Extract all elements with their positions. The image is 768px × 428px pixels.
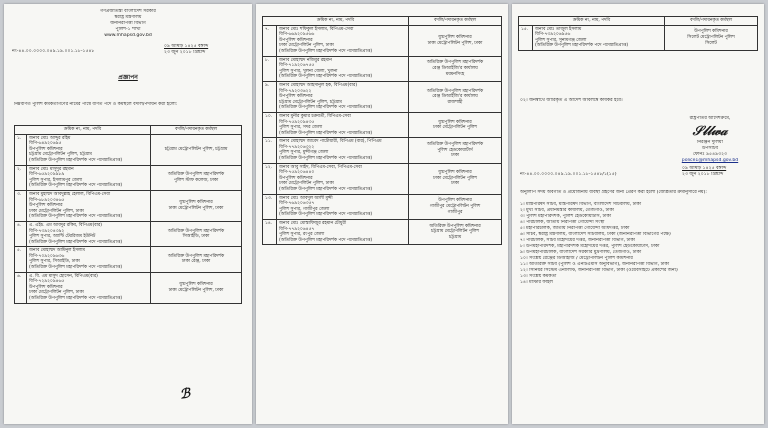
col-header-post: বদলি/পদায়নকৃত কর্মস্থল xyxy=(409,17,502,26)
promotion-note: (অতিরিক্ত উপপুলিশ মহাপরিদর্শক পদে পদোন্নতিপ্রাপ্ত) xyxy=(29,214,123,220)
posting-line: উপপুলিশ কমিশনার xyxy=(694,29,728,35)
table-row xyxy=(263,138,502,163)
order-effective-line: ০২। জনস্বার্থে জারিকৃত এ আদেশ অবিলম্বে কার্যকর হবে। xyxy=(520,98,623,103)
officer-line: বিপি-৭১৯২০৬৭৫৫ xyxy=(279,63,315,69)
posting-details xyxy=(409,220,502,245)
row-serial: ৫. xyxy=(15,247,27,272)
row-serial: ১৪. xyxy=(263,220,277,245)
transfer-table xyxy=(14,125,242,304)
posting-line: ঢাকা মেট্রোপলিটন পুলিশ, ঢাকা xyxy=(168,205,224,211)
officer-line: বিপি-৭২৯২০৯৪৬৫ xyxy=(29,279,65,285)
officer-line: উপপুলিশ কমিশনার xyxy=(279,175,313,181)
posting-line: অতিরিক্ত উপপুলিশ মহাপরিদর্শক xyxy=(167,228,225,234)
officer-details xyxy=(277,81,409,112)
posting-line: ঢাকা xyxy=(450,181,460,187)
officer-line: চট্টগ্রাম মেট্রোপলিটন পুলিশ, চট্টগ্রাম xyxy=(29,152,92,158)
promotion-note: (অতিরিক্ত উপপুলিশ মহাপরিদর্শক পদে পদোন্নতিপ্রাপ্ত) xyxy=(279,156,373,162)
promotion-note: (অতিরিক্ত উপপুলিশ মহাপরিদর্শক পদে পদোন্নতিপ্রাপ্ত) xyxy=(29,239,123,245)
officer-line: উপপুলিশ কমিশনার xyxy=(279,37,313,43)
officer-details xyxy=(277,163,409,194)
row-serial: ১২. xyxy=(263,163,277,194)
officer-line: পুলিশ সুপার, সিআইডি, ঢাকা xyxy=(29,259,80,265)
memo-number: নং-৪৪.০০.০০০০.০৪৯.১৯.০০১.১৮-১৫৪৮ xyxy=(12,49,95,54)
posting-line: অতিরিক্ত উপপুলিশ কমিশনার xyxy=(429,223,481,229)
officer-line: জনাব মোঃ শফিকুল ইসলাম, বিপিএম-সেবা xyxy=(279,26,354,32)
posting-line: সিআইডি, ঢাকা xyxy=(182,234,210,240)
posting-line: সিলেট মেট্রোপলিটন পুলিশ xyxy=(687,34,735,40)
officer-line: পুলিশ সুপার, সদর জেলা xyxy=(279,125,323,131)
col-header-post: বদলি/পদায়নকৃত কর্মস্থল xyxy=(151,126,242,135)
officer-details xyxy=(27,272,151,303)
document-heading: প্রজ্ঞাপন xyxy=(118,74,138,81)
officer-details xyxy=(27,247,151,272)
document-page-1 xyxy=(4,4,252,424)
table-row xyxy=(15,247,242,272)
officer-line: উপপুলিশ কমিশনার xyxy=(29,284,63,290)
posting-details xyxy=(409,138,502,163)
promotion-note: (অতিরিক্ত উপপুলিশ মহাপরিদর্শক পদে পদোন্নতিপ্রাপ্ত) xyxy=(279,105,373,111)
officer-details xyxy=(27,165,151,190)
letterhead-line: স্বরাষ্ট্র মন্ত্রণালয় xyxy=(114,15,142,20)
posting-line: ময়মনসিংহ xyxy=(445,71,465,77)
officer-line: বিপি-৭৫৯২০৬৪৪০ xyxy=(279,170,315,176)
officer-line: পুলিশ সুপার, মুন্সীগঞ্জ জেলা xyxy=(279,150,329,156)
officer-line: জনাব মোঃ মোস্তাফিজুর রহমান চৌধুরী xyxy=(279,221,347,226)
letterhead-line: জননিরাপত্তা বিভাগ xyxy=(110,21,146,26)
posting-line: অতিরিক্ত উপপুলিশ মহাপরিদর্শক xyxy=(167,172,225,178)
posting-line: যুগ্মপুলিশ কমিশনার xyxy=(438,119,472,125)
copy-item: ৫। মহাপরিচালক, জাতীয় নিরাপত্তা গোয়েন্দা অধিদপ্তর, ঢাকা xyxy=(520,226,630,231)
transfer-table-continued xyxy=(262,16,502,245)
posting-line: অতিরিক্ত উপপুলিশ মহাপরিদর্শক xyxy=(426,142,484,148)
officer-line: জনাব মোহাম্মদ নজিবুর রহমান xyxy=(279,57,332,63)
officer-line: বিপি-৭৭৯২০৬৪৫৭ xyxy=(279,226,315,232)
posting-line: ঢাকা মেট্রোপলিটন পুলিশ xyxy=(433,175,477,181)
col-header-post: বদলি/পদায়নকৃত কর্মস্থল xyxy=(665,17,758,26)
table-row xyxy=(15,165,242,190)
promotion-note: (অতিরিক্ত উপপুলিশ মহাপরিদর্শক পদে পদোন্নতিপ্রাপ্ত) xyxy=(279,187,373,193)
officer-line: বিপি-৭৯২০৩৬২২ xyxy=(279,88,312,94)
transfer-table-end xyxy=(518,16,758,51)
copy-item: ১। মন্ত্রিপরিষদ সচিব, মন্ত্রিপরিষদ বিভাগ, বাংলাদেশ সচিবালয়, ঢাকা xyxy=(520,202,642,207)
signer-designation: উপসচিব xyxy=(701,146,719,151)
posting-line: রাজশাহী xyxy=(447,99,463,105)
officer-line: উপপুলিশ কমিশনার xyxy=(279,94,313,100)
posting-details xyxy=(665,25,758,50)
promotion-note: (অতিরিক্ত উপপুলিশ মহাপরিদর্শক পদে পদোন্নতিপ্রাপ্ত) xyxy=(279,212,373,218)
posting-line: অতিরিক্ত উপপুলিশ মহাপরিদর্শক xyxy=(426,60,484,66)
officer-line: জনাব মোঃ আবদুল আলী মুন্সী xyxy=(279,195,333,201)
intro-text: নিম্নবর্ণিত পুলিশ কর্মকর্তাগণের নামের পার্শ্বে বর্ণিত পদে ও কর্মস্থলে বদলি/পদায়ন করা হলো: xyxy=(14,102,178,107)
posting-line: পুলিশ স্টাফ কলেজ, ঢাকা xyxy=(173,177,219,183)
copy-item: ৬। সচিব, স্বরাষ্ট্র মন্ত্রণালয়, বাংলাদেশ সচিবালয়, ঢাকা (জননিরাপত্তা বিভাগের পক্ষে) xyxy=(520,232,671,237)
copy-item: ১০। সংশ্লিষ্ট রেঞ্জের ডিআইজি / মেট্রোপলিটন পুলিশ কমিশনার xyxy=(520,256,633,261)
copy-memo-date xyxy=(682,166,752,178)
posting-line: ঢাকা মেট্রোপলিটন পুলিশ, ঢাকা xyxy=(427,40,483,46)
posting-line: চট্টগ্রাম xyxy=(448,234,462,240)
officer-line: ঢাকা মেট্রোপলিটন পুলিশ, ঢাকা xyxy=(29,290,84,296)
posting-line: গাজীপুর xyxy=(447,209,463,215)
table-row xyxy=(263,194,502,219)
copy-item: ৯। উপমহাপরিচালক, বাংলাদেশ সরকারি মুদ্রণালয়, তেজগাঁও, ঢাকা xyxy=(520,250,642,255)
table-row xyxy=(263,81,502,112)
document-page-3 xyxy=(512,4,764,424)
copy-item: ৮। উপমহাপরিদর্শক, মহাপরিদর্শক মহোদয়ের দপ্তর, পুলিশ হেডকোয়ার্টার্স, ঢাকা xyxy=(520,244,660,249)
row-serial: ৮. xyxy=(263,56,277,81)
promotion-note: (অতিরিক্ত উপপুলিশ মহাপরিদর্শক পদে পদোন্নতিপ্রাপ্ত) xyxy=(535,43,629,49)
officer-details xyxy=(277,194,409,219)
officer-line: জনাব মোঃ আব্দুর রহিম xyxy=(29,135,71,141)
row-serial: ১৩. xyxy=(263,194,277,219)
copy-item: ২। মুখ্য সচিব, প্রধানমন্ত্রীর কার্যালয়, তেজগাঁও, ঢাকা xyxy=(520,208,614,213)
posting-line: ঢাকা রেঞ্জ, ঢাকা xyxy=(181,259,211,265)
officer-line: বিপি-৭৫৯২০৯৪৩৫ xyxy=(279,119,315,125)
officer-details xyxy=(277,112,409,137)
row-serial: ৭. xyxy=(263,25,277,56)
table-row xyxy=(263,163,502,194)
officer-line: বিপি-৬৫৯২০৯৯৮৯ xyxy=(29,172,65,178)
table-row xyxy=(263,220,502,245)
posting-line: রেঞ্জ ডিআইজি'র কার্যালয় xyxy=(432,94,478,100)
posting-line: যুগ্মপুলিশ কমিশনার xyxy=(438,34,472,40)
copy-item: ১২। সিনিয়র সিস্টেম এনালিস্ট, জননিরাপত্তা বিভাগ, ঢাকা (ওয়েবসাইটে প্রকাশের জন্য) xyxy=(520,268,678,273)
by-order-line: রাষ্ট্রপতির আদেশক্রমে, xyxy=(689,116,731,121)
row-serial: ১১. xyxy=(263,138,277,163)
officer-line: পুলিশ সুপার, অ্যান্টি টেররিজম ইউনিট xyxy=(29,234,96,240)
signer-phone: ফোনঃ ৯৫৪৯৩২৩ xyxy=(692,152,728,157)
signature-block xyxy=(662,116,758,164)
officer-line: জনাব মুহাম্মদ আবদুল্লাহ হেলাল, বিপিএম-সেবা xyxy=(29,191,111,197)
posting-details xyxy=(409,25,502,56)
officer-line: বিপি-৬৪৯২০৬৯৫ xyxy=(29,141,62,147)
posting-line: যুগ্মপুলিশ কমিশনার xyxy=(438,170,472,176)
row-serial: ১৫. xyxy=(519,25,533,50)
promotion-note: (অতিরিক্ত উপপুলিশ মহাপরিদর্শক পদে পদোন্নতিপ্রাপ্ত) xyxy=(279,130,373,136)
promotion-note: (অতিরিক্ত উপপুলিশ মহাপরিদর্শক পদে পদোন্নতিপ্রাপ্ত) xyxy=(279,74,373,80)
posting-line: চট্টগ্রাম মেট্রোপলিটন পুলিশ, চট্টগ্রাম xyxy=(164,146,228,152)
row-serial: ৪. xyxy=(15,221,27,246)
posting-line: রেঞ্জ ডিআইজি'র কার্যালয় xyxy=(432,65,478,71)
posting-line: অতিরিক্ত উপপুলিশ মহাপরিদর্শক xyxy=(167,253,225,259)
posting-line: চট্টগ্রাম মেট্রোপলিটন পুলিশ xyxy=(431,229,479,235)
signature-mark: 𝒮𝓁𝓁𝓌𝒶 xyxy=(692,124,728,139)
posting-line: সিলেট xyxy=(705,40,717,46)
officer-line: বিপি-৭৩৯২০৪৩৯২ xyxy=(29,228,65,234)
letterhead xyxy=(10,9,246,39)
copy-item: ১৩। সংশ্লিষ্ট কর্মকর্তা xyxy=(520,274,557,279)
officer-line: ঢাকা মেট্রোপলিটন পুলিশ, ঢাকা xyxy=(279,43,334,49)
signer-email[interactable]: police1@mhapsd.gov.bd xyxy=(681,158,739,163)
copy-item: ৭। পরিচালক, সচিব মহোদয়ের দপ্তর, জননিরাপত্তা বিভাগ, ঢাকা xyxy=(520,238,635,243)
date-bangla: ০৯ আষাঢ় ১৪২৫ বঙ্গাব্দ xyxy=(164,44,209,49)
row-serial: ১০. xyxy=(263,112,277,137)
date-english: ২৩ জুন ২০১৮ খ্রিষ্টাব্দ xyxy=(164,50,206,55)
row-serial: ১. xyxy=(15,134,27,165)
posting-line: পুলিশ হেডকোয়ার্টার্স xyxy=(437,147,473,153)
officer-line: পুলিশ সুপার, গাজীপুর জেলা xyxy=(279,206,330,212)
officer-line: ঢাকা মেট্রোপলিটন পুলিশ, ঢাকা xyxy=(279,181,334,187)
col-header-name: ক্রমিক নং, নাম, পদবি xyxy=(15,126,151,135)
posting-line: ঢাকা মেট্রোপলিটন পুলিশ, ঢাকা xyxy=(168,287,224,293)
officer-line: জনাব মোহাম্মদ আমিনুল ইসলাম xyxy=(29,248,85,254)
table-row xyxy=(15,221,242,246)
promotion-note: (অতিরিক্ত উপপুলিশ মহাপরিদর্শক পদে পদোন্নতিপ্রাপ্ত) xyxy=(29,296,123,302)
officer-details xyxy=(277,25,409,56)
signature-mark: ℬ xyxy=(178,386,192,403)
posting-line: উপপুলিশ কমিশনার xyxy=(438,198,472,204)
table-row xyxy=(263,56,502,81)
officer-line: জনাব আবু সাইদ, বিপিএম-সেবা, পিপিএম-সেবা xyxy=(279,164,362,170)
date-bangla: ০৯ আষাঢ় ১৪২৫ বঙ্গাব্দ xyxy=(682,166,727,171)
officer-details xyxy=(27,190,151,221)
copy-item: ৩। পুলিশ মহাপরিদর্শক, পুলিশ হেডকোয়ার্টার্স, ঢাকা xyxy=(520,214,612,219)
officer-line: উপপুলিশ কমিশনার xyxy=(29,203,63,209)
signer-name: নিরঞ্জন দুলিয়া xyxy=(697,140,723,145)
officer-details xyxy=(533,25,665,50)
row-serial: ৯. xyxy=(263,81,277,112)
officer-line: বিপি-৭৬৯২০৬৩৫৭ xyxy=(279,201,315,207)
officer-line: পুলিশ সুপার, সুনামগঞ্জ জেলা xyxy=(535,37,587,43)
officer-line: পুলিশ সুপার, ইসলামপুর জেলা xyxy=(29,177,83,183)
table-row xyxy=(263,112,502,137)
letterhead-line: পুলিশ-১ শাখা xyxy=(115,27,141,32)
letterhead-line: গণপ্রজাতন্ত্রী বাংলাদেশ সরকার xyxy=(100,9,156,14)
posting-details xyxy=(151,272,242,303)
promotion-note: (অতিরিক্ত উপপুলিশ মহাপরিদর্শক পদে পদোন্নতিপ্রাপ্ত) xyxy=(279,48,373,54)
officer-line: পুলিশ সুপার, রংপুর জেলা xyxy=(279,232,325,238)
col-header-name: ক্রমিক নং, নাম, পদবি xyxy=(519,17,665,26)
posting-details xyxy=(409,56,502,81)
row-serial: ৬. xyxy=(15,272,27,303)
officer-line: এ. বি. এম মাসুদ হোসেন, বিপিএম(বার) xyxy=(29,273,98,279)
posting-line: যুগ্মপুলিশ কমিশনার xyxy=(179,282,213,288)
row-serial: ২. xyxy=(15,165,27,190)
posting-line: যুগ্মপুলিশ কমিশনার xyxy=(179,200,213,206)
letterhead-website: www.mhapsd.gov.bd xyxy=(104,33,152,38)
officer-details xyxy=(277,220,409,245)
copy-item: ১১। অতিরিক্ত সচিব (পুলিশ ও এনটিএমসি অনুবিভাগ), জননিরাপত্তা বিভাগ, ঢাকা xyxy=(520,262,670,267)
posting-details xyxy=(151,221,242,246)
copy-item: ১৪। মাস্টার ফাইল xyxy=(520,280,553,285)
table-row xyxy=(15,190,242,221)
officer-line: চট্টগ্রাম মেট্রোপলিটন পুলিশ, চট্টগ্রাম xyxy=(279,99,342,105)
promotion-note: (অতিরিক্ত উপপুলিশ মহাপরিদর্শক পদে পদোন্নতিপ্রাপ্ত) xyxy=(29,265,123,271)
officer-line: পুলিশ সুপার, খুলনা জেলা, খুলনা xyxy=(279,68,338,74)
posting-line: ঢাকা মেট্রোপলিটন পুলিশ xyxy=(433,125,477,131)
officer-line: বিপি-৬৮৯২০৩৪৬৫ xyxy=(29,197,65,203)
copy-list xyxy=(520,202,756,286)
posting-details xyxy=(151,134,242,165)
posting-details xyxy=(409,163,502,194)
officer-line: জনাব মোহাম্মদ জাবেদ পাটোয়ারী, বিপিএম (বার), পিপিএম xyxy=(279,139,382,145)
officer-line: বিপি-৭০৯২০৯৬৩৬ xyxy=(29,253,65,259)
officer-details xyxy=(27,134,151,165)
officer-line: এ. এইচ. এম আবদুর রকিব, বিপিএম(বার) xyxy=(29,222,103,228)
officer-line: জনাব মোঃ তাজুল ইসলাম xyxy=(535,26,582,32)
posting-details xyxy=(409,194,502,219)
officer-line: উপপুলিশ কমিশনার xyxy=(29,146,63,152)
officer-line: ঢাকা মেট্রোপলিটন পুলিশ, ঢাকা xyxy=(29,208,84,214)
copy-memo-number: নং-৪৪.০০.০০০০.০৪৯.১৯.০০১.১৮-১৫৪৮/১(১৫) xyxy=(520,172,617,177)
copy-intro: অনুলিপি সদয় অবগতি ও প্রয়োজনীয় ব্যবস্থা গ্রহণের জন্য প্রেরণ করা হলো (জ্যেষ্ঠতার ক্রমানুসারে নয়): xyxy=(520,190,707,195)
date-english: ২৩ জুন ২০১৮ খ্রিষ্টাব্দ xyxy=(682,172,724,177)
officer-line: জনাব মোঃ মাসুদুর রহমান xyxy=(29,166,74,172)
document-page-2 xyxy=(256,4,508,424)
table-row xyxy=(263,25,502,56)
posting-line: ঢাকা xyxy=(450,153,460,159)
table-row xyxy=(15,134,242,165)
memo-date xyxy=(164,44,234,56)
officer-line: জনাব মুনীর কুমার চক্রবর্তী, বিপিএম-সেবা xyxy=(279,113,351,119)
officer-details xyxy=(27,221,151,246)
posting-details xyxy=(151,165,242,190)
promotion-note: (অতিরিক্ত উপপুলিশ মহাপরিদর্শক পদে পদোন্নতিপ্রাপ্ত) xyxy=(279,237,373,243)
posting-details xyxy=(151,247,242,272)
officer-details xyxy=(277,56,409,81)
row-serial: ৩. xyxy=(15,190,27,221)
posting-details xyxy=(409,81,502,112)
copy-item: ৪। পরিচালক, জাতীয় নিরাপত্তা গোয়েন্দা সংস্থা xyxy=(520,220,605,225)
posting-line: গাজীপুর মেট্রোপলিটন পুলিশ xyxy=(429,204,481,210)
posting-details xyxy=(409,112,502,137)
posting-line: অতিরিক্ত উপপুলিশ মহাপরিদর্শক xyxy=(426,88,484,94)
promotion-note: (অতিরিক্ত উপপুলিশ মহাপরিদর্শক পদে পদোন্নতিপ্রাপ্ত) xyxy=(29,157,123,163)
table-row xyxy=(15,272,242,303)
officer-line: বিপি-৬৬৯২০৯৫৬৬ xyxy=(279,32,315,38)
officer-line: বিপি-৭৩৯২০৬৯৫৬ xyxy=(535,32,571,38)
posting-details xyxy=(151,190,242,221)
officer-line: জনাব মোহাম্মদ আহসানুল হক, বিপিএম(বার) xyxy=(279,82,358,88)
col-header-name: ক্রমিক নং, নাম, পদবি xyxy=(263,17,409,26)
table-row xyxy=(519,25,758,50)
promotion-note: (অতিরিক্ত উপপুলিশ মহাপরিদর্শক পদে পদোন্নতিপ্রাপ্ত) xyxy=(29,183,123,189)
officer-line: বিপি-৭৭৯২০৬৩২২ xyxy=(279,144,315,150)
officer-details xyxy=(277,138,409,163)
